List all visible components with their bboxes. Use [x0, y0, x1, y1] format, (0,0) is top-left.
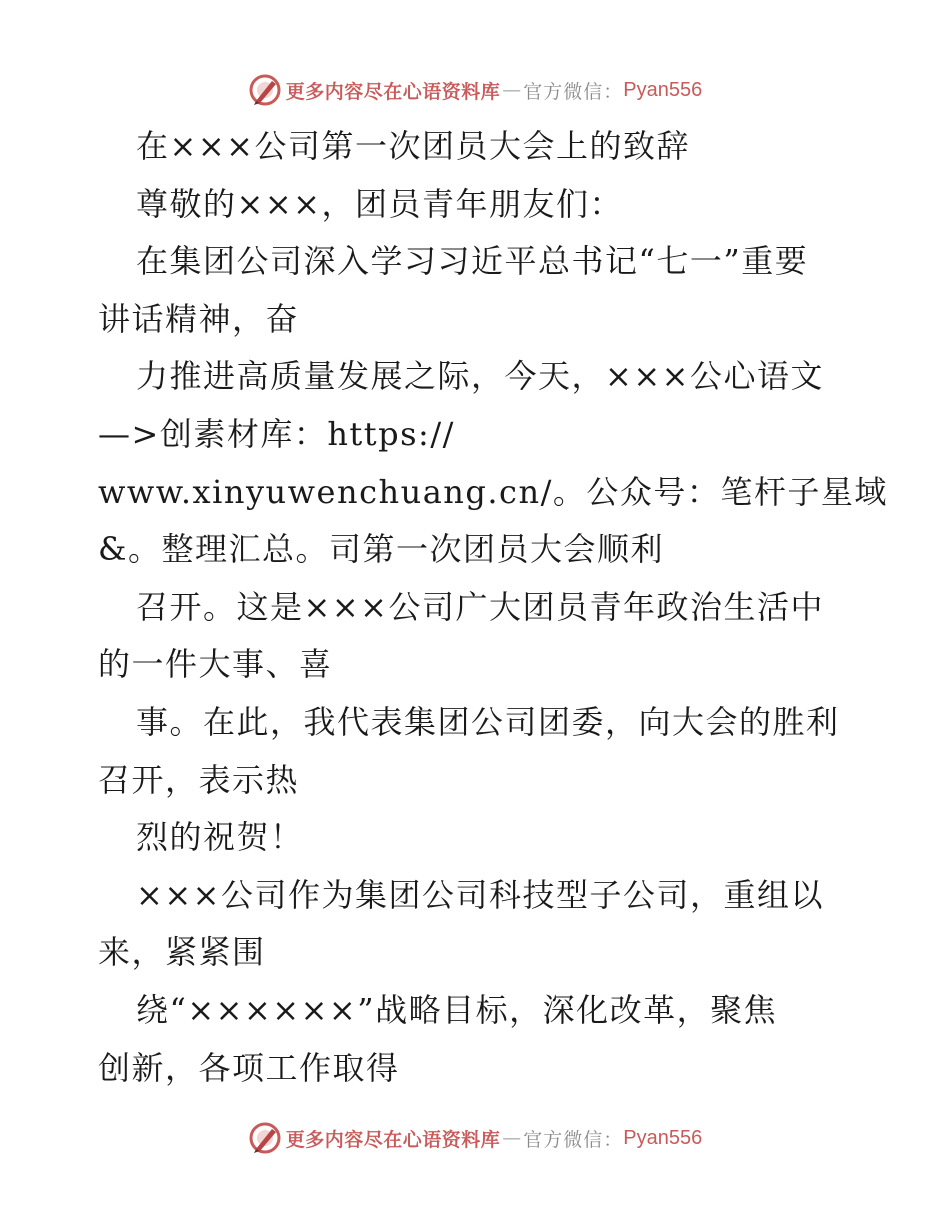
- banner-wechat-id: Pyan556: [623, 1126, 703, 1149]
- text-line: 创新，各项工作取得: [98, 1048, 400, 1087]
- banner-text: 更多内容尽在心语资料库: [285, 1128, 501, 1151]
- banner-dash: —: [502, 1127, 522, 1149]
- text-line: 在×××公司第一次团员大会上的致辞: [136, 127, 690, 165]
- text-line: 事。在此，我代表集团公司团委，向大会的胜利: [136, 702, 840, 741]
- banner-wechat-label: 官方微信：: [523, 80, 624, 103]
- text-line: 力推进高质量发展之际，今天，×××公心语文: [136, 357, 824, 396]
- pen-logo-icon: [248, 73, 282, 107]
- text-line: www.xinyuwenchuang.cn/。公众号：笔杆子星域: [98, 472, 888, 511]
- text-line: 的一件大事、喜: [98, 645, 333, 684]
- banner-wechat-label: 官方微信：: [523, 1128, 624, 1151]
- text-line: —>创素材库：https://: [98, 414, 455, 453]
- footer-banner: [0, 1118, 950, 1158]
- banner-text: 更多内容尽在心语资料库: [285, 80, 501, 103]
- text-line: 绕“××××××”战略目标，深化改革，聚焦: [136, 990, 778, 1029]
- pen-logo-icon: [248, 1121, 282, 1155]
- text-line: 尊敬的×××，团员青年朋友们：: [136, 184, 623, 223]
- banner-wechat-id: Pyan556: [623, 78, 703, 101]
- text-line: 在集团公司深入学习习近平总书记“七一”重要: [136, 242, 809, 281]
- text-line: &。整理汇总。司第一次团员大会顺利: [98, 530, 664, 569]
- text-line: 讲话精神，奋: [98, 299, 300, 338]
- text-line: ×××公司作为集团公司科技型子公司，重组以: [136, 875, 824, 914]
- text-line: 召开，表示热: [98, 760, 300, 799]
- header-banner: [0, 70, 950, 110]
- text-line: 召开。这是×××公司广大团员青年政治生活中: [136, 587, 824, 626]
- banner-dash: —: [502, 79, 522, 101]
- text-line: 烈的祝贺！: [136, 818, 304, 857]
- text-line: 来，紧紧围: [98, 933, 266, 972]
- document-body: [98, 118, 888, 1097]
